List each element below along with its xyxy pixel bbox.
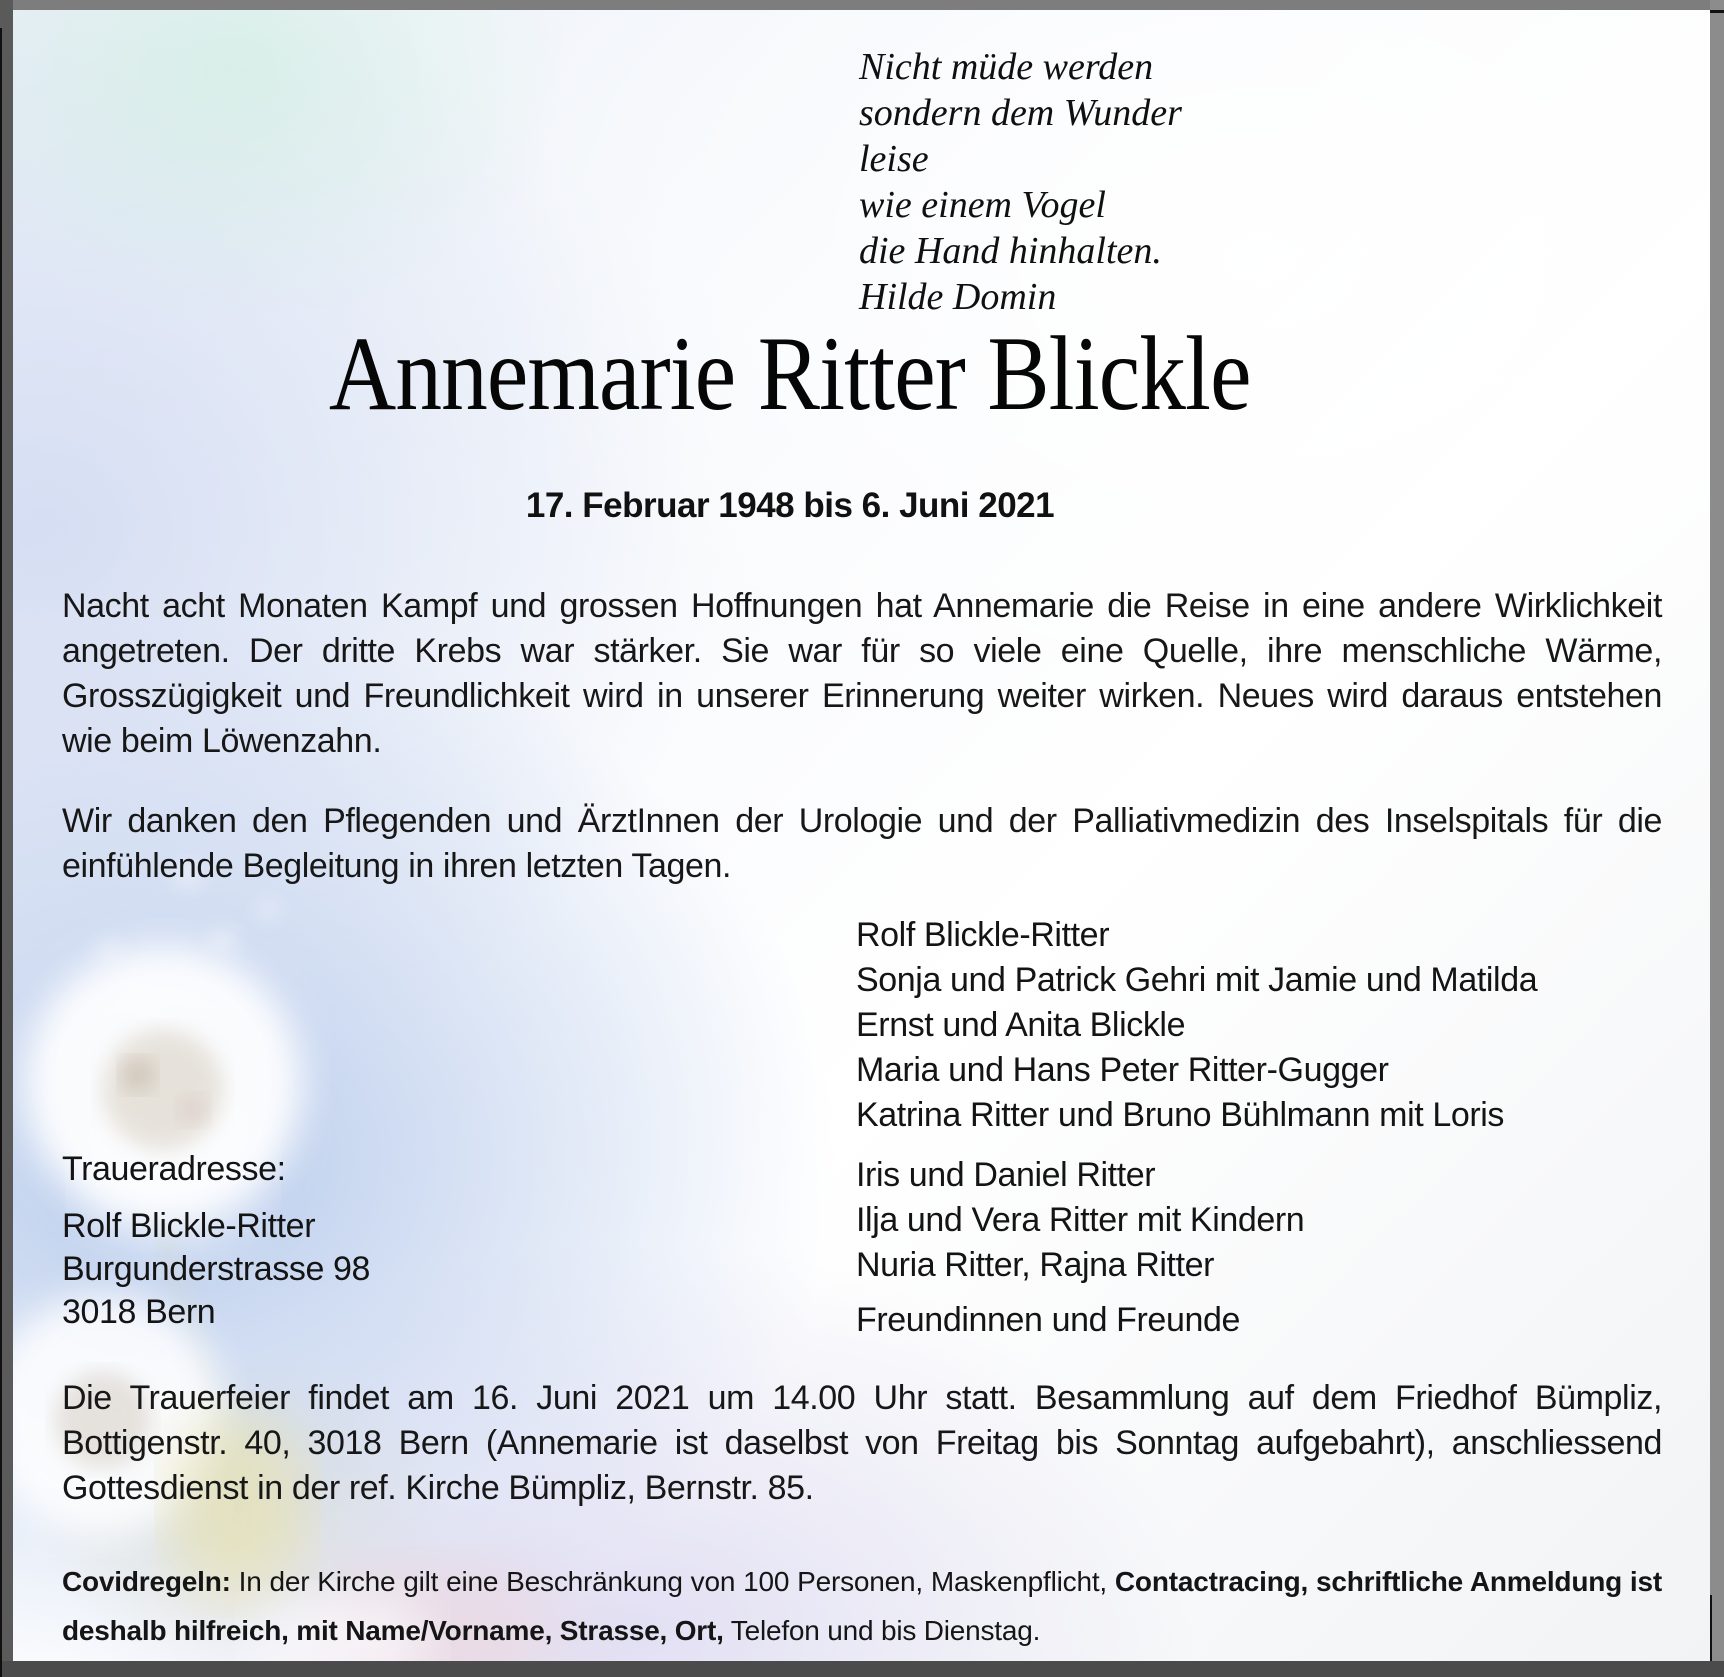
mourner-line: Iris und Daniel Ritter [856,1156,1156,1194]
mourners-list [856,913,1537,1343]
mourner-line: Ernst und Anita Blickle [856,1006,1186,1044]
poem-author: Hilde Domin [859,276,1057,318]
poem-line: sondern dem Wunder [859,92,1182,134]
poem [859,44,1182,320]
frame-border-bottom [0,1661,1724,1677]
mourner-line: Maria und Hans Peter Ritter-Gugger [856,1051,1389,1089]
scan-artifact [1710,10,1724,13]
address-line: 3018 Bern [62,1293,216,1331]
funeral-info: Die Trauerfeier findet am 16. Juni 2021 um 14.00 Uhr statt. Besammlung auf dem Friedhof Bümpliz, Bottigenstr. 40, 3018 Bern (Annemarie ist daselbst von Freitag bis Sonntag aufgebahrt), anschliessend Gottesdienst in der ref. Kirche Bümpliz, Bernstr. 85. [62,1379,1662,1507]
mourners-group [856,1298,1537,1343]
thanks-paragraph: Wir danken den Pflegenden und ÄrztInnen der Urologie und der Palliativmedizin des Inselspitals für die einfühlende Begleitung in ihren letzten Tagen. [62,802,1662,885]
covid-rules [62,1557,1662,1655]
address-line: Burgunderstrasse 98 [62,1250,371,1288]
mourner-line: Ilja und Vera Ritter mit Kindern [856,1201,1305,1239]
poem-line: leise [859,138,929,180]
deceased-name: Annemarie Ritter Blickle [329,315,1251,432]
mourner-line: Freundinnen und Freunde [856,1301,1240,1339]
frame-border-top [0,0,1724,10]
deceased-name-wrap [13,310,1567,437]
mourners-group [856,1153,1537,1288]
poem-line: die Hand hinhalten. [859,230,1162,272]
mourner-line: Katrina Ritter und Bruno Bühlmann mit Loris [856,1096,1505,1134]
mourning-address [62,1148,370,1334]
poem-line: wie einem Vogel [859,184,1106,226]
address-line: Rolf Blickle-Ritter [62,1207,316,1245]
mourning-address-label: Traueradresse: [62,1150,286,1188]
poem-line: Nicht müde werden [859,46,1154,88]
frame-border-right [1710,0,1724,1677]
covid-rules-text: In der Kirche gilt eine Beschränkung von 100 Personen, Maskenpflicht, [230,1566,1115,1597]
obituary-card [13,10,1710,1661]
obituary-paragraph: Nacht acht Monaten Kampf und grossen Hoffnungen hat Annemarie die Reise in eine andere Wirklichkeit angetreten. Der dritte Krebs war stärker. Sie war für so viele eine Quelle, ihre menschliche Wärme, Grosszügigkeit und Freundlichkeit wird in unserer Erinnerung weiter wirken. Neues wird daraus entstehen wie beim Löwenzahn. [62,587,1662,760]
mourner-line: Nuria Ritter, Rajna Ritter [856,1246,1215,1284]
mourners-group [856,913,1537,1048]
covid-rules-bold-text: Contactracing, schriftliche Anmeldung ist deshalb hilfreich, mit Name/Vorname, Strasse, Ort, [62,1566,1663,1646]
covid-rules-label: Covidregeln: [62,1566,231,1597]
covid-rules-text: Telefon und bis Dienstag. [723,1615,1041,1646]
mourner-line: Rolf Blickle-Ritter [856,916,1110,954]
mourner-line: Sonja und Patrick Gehri mit Jamie und Matilda [856,961,1538,999]
life-dates: 17. Februar 1948 bis 6. Juni 2021 [525,486,1055,525]
mourners-group [856,1048,1537,1138]
scan-artifact [0,28,2,1677]
scan-artifact [1710,1595,1712,1661]
